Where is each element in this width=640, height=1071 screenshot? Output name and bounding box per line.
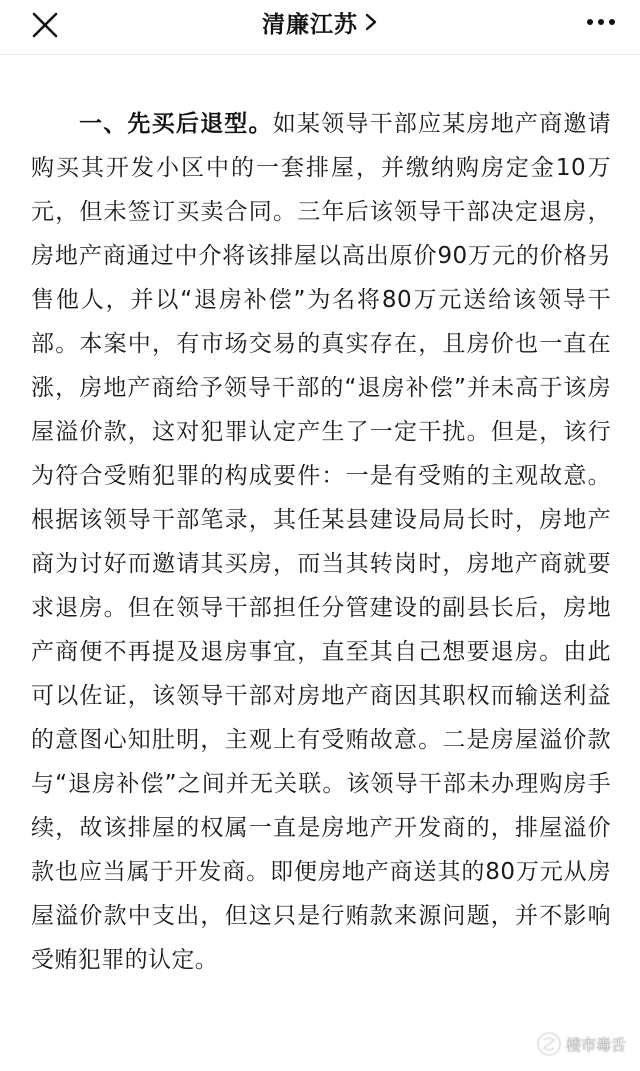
article-content — [31, 102, 611, 982]
article-paragraph — [31, 102, 611, 982]
chevron-right-icon — [364, 11, 378, 33]
section-heading: 一、先买后退型。 — [79, 111, 273, 137]
toutiao-logo-icon — [536, 1031, 562, 1057]
more-options-button[interactable] — [584, 8, 618, 36]
account-title: 清廉江苏 — [262, 11, 358, 38]
paragraph-text: 如某领导干部应某房地产商邀请购买其开发小区中的一套排屋，并缴纳购房定金10万元，但未签订买卖合同。三年后该领导干部决定退房，房地产商通过中介将该排屋以高出原价90万元的价格另售他人，并以“退房补偿”为名将80万元送给该领导干部。本案中，有市场交易的真实存在，且房价也一直在涨，房地产商给予领导干部的“退房补偿”并未高于该房屋溢价款，这对犯罪认定产生了一定干扰。但是，该行为符合受贿犯罪的构成要件：一是有受贿的主观故意。根据该领导干部笔录，其任某县建设局局长时，房地产商为讨好而邀请其买房，而当其转岗时，房地产商就要求退房。但在领导干部担任分管建设的副县长后，房地产商便不再提及退房事宜，直至其自己想要退房。由此可以佐证，该领导干部对房地产商因其职权而输送利益的意图心知肚明，主观上有受贿故意。二是房屋溢价款与“退房补偿”之间并无关联。该领导干部未办理购房手续，故该排屋的权属一直是房地产开发商的，排屋溢价款也应当属于开发商。即便房地产商送其的80万元从房屋溢价款中支出，但这只是行贿款来源问题，并不影响受贿犯罪的认定。 — [31, 111, 611, 973]
source-watermark — [536, 1031, 626, 1057]
more-horizontal-icon — [584, 8, 618, 36]
watermark-text: 楼市毒舌 — [565, 1035, 626, 1054]
top-navigation-bar — [0, 0, 640, 55]
account-title-link[interactable] — [0, 0, 640, 44]
